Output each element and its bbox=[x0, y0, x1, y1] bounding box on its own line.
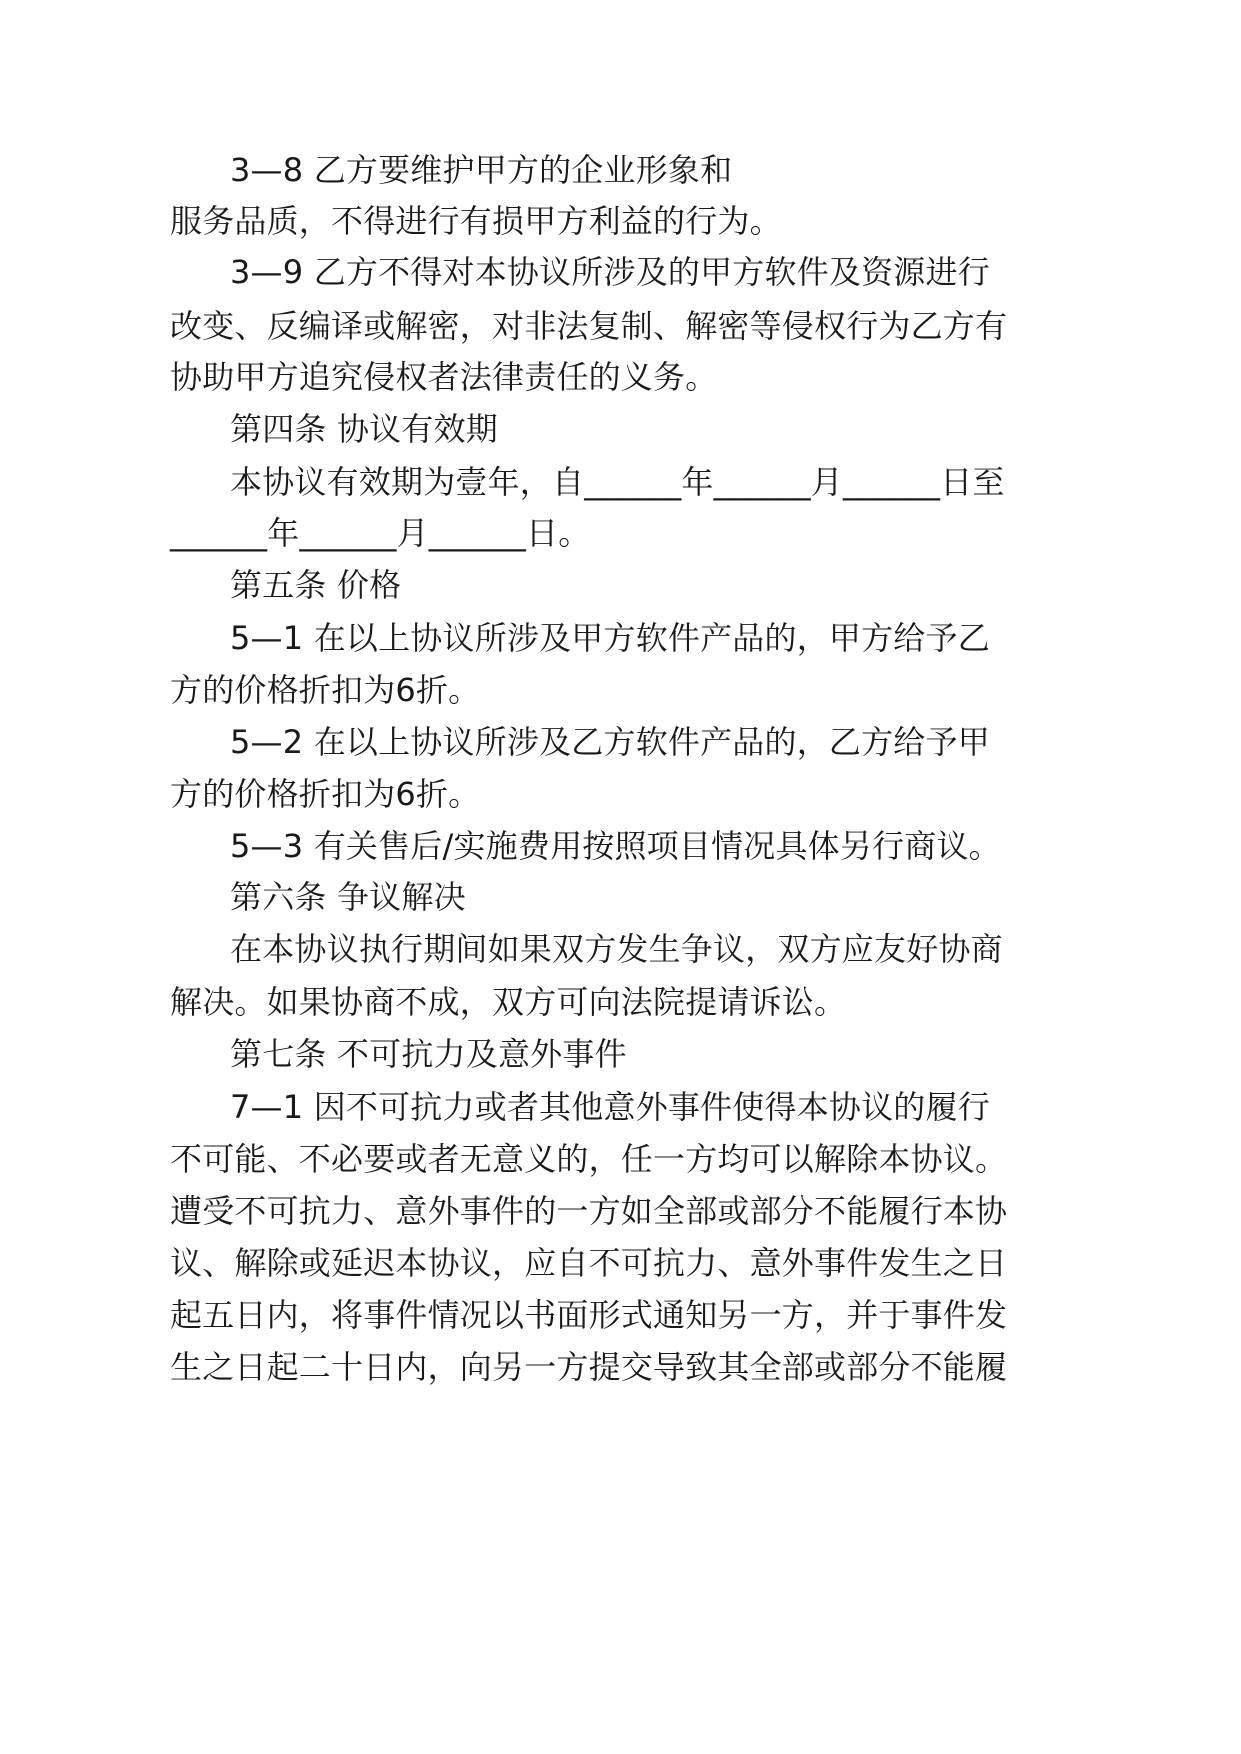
clause-3-8-line-2: 服务品质，不得进行有损甲方利益的行为。 bbox=[170, 202, 782, 240]
validity-line-2: ______年______月______日。 bbox=[170, 514, 591, 552]
clause-7-1-line-1: 7—1 因不可抗力或者其他意外事件使得本协议的履行 bbox=[230, 1088, 990, 1126]
clause-7-1-line-2: 不可能、不必要或者无意义的，任一方均可以解除本协议。 bbox=[170, 1140, 1008, 1178]
clause-7-1-line-6: 生之日起二十日内，向另一方提交导致其全部或部分不能履 bbox=[170, 1348, 1008, 1386]
dispute-line-1: 在本协议执行期间如果双方发生争议，双方应友好协商 bbox=[230, 930, 1003, 968]
clause-7-1-line-5: 起五日内，将事件情况以书面形式通知另一方，并于事件发 bbox=[170, 1296, 1008, 1334]
clause-5-2-line-1: 5—2 在以上协议所涉及乙方软件产品的，乙方给予甲 bbox=[230, 723, 990, 761]
clause-3-9-line-1: 3—9 乙方不得对本协议所涉及的甲方软件及资源进行 bbox=[230, 253, 990, 291]
dispute-line-2: 解决。如果协商不成，双方可向法院提请诉讼。 bbox=[170, 983, 847, 1021]
article-6-heading: 第六条 争议解决 bbox=[230, 878, 466, 916]
clause-5-1-line-1: 5—1 在以上协议所涉及甲方软件产品的，甲方给予乙 bbox=[230, 619, 990, 657]
clause-3-9-line-2: 改变、反编译或解密，对非法复制、解密等侵权行为乙方有 bbox=[170, 307, 1008, 345]
validity-line-1: 本协议有效期为壹年，自______年______月______日至 bbox=[230, 463, 1005, 501]
clause-3-8-line-1: 3—8 乙方要维护甲方的企业形象和 bbox=[230, 151, 733, 189]
clause-7-1-line-3: 遭受不可抗力、意外事件的一方如全部或部分不能履行本协 bbox=[170, 1192, 1008, 1230]
clause-5-3-line: 5—3 有关售后/实施费用按照项目情况具体另行商议。 bbox=[230, 827, 1001, 865]
clause-3-9-line-3: 协助甲方追究侵权者法律责任的义务。 bbox=[170, 358, 718, 396]
article-4-heading: 第四条 协议有效期 bbox=[230, 410, 498, 448]
article-7-heading: 第七条 不可抗力及意外事件 bbox=[230, 1035, 627, 1073]
clause-5-2-line-2: 方的价格折扣为6折。 bbox=[170, 775, 481, 813]
article-5-heading: 第五条 价格 bbox=[230, 566, 402, 604]
clause-5-1-line-2: 方的价格折扣为6折。 bbox=[170, 671, 481, 709]
clause-7-1-line-4: 议、解除或延迟本协议，应自不可抗力、意外事件发生之日 bbox=[170, 1244, 1008, 1282]
